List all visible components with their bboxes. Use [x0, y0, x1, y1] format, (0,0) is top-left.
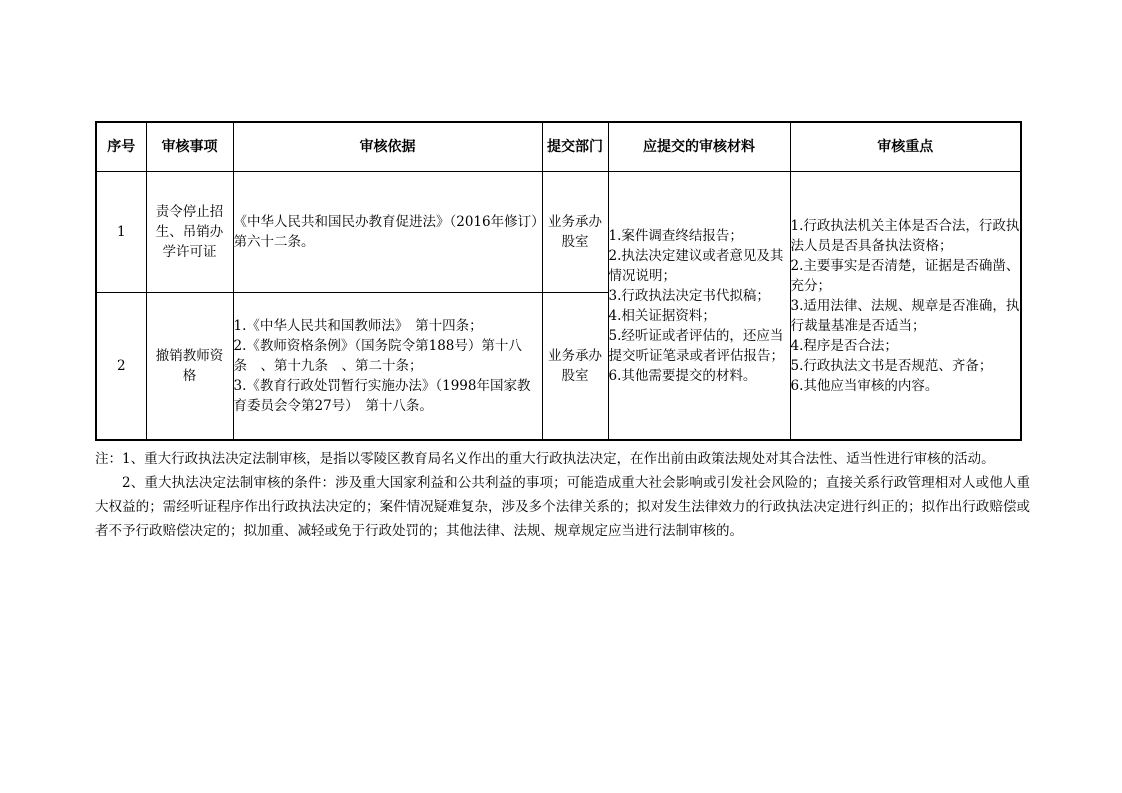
table-header-row [96, 122, 1021, 172]
materials-item: 1.案件调查终结报告； [608, 227, 743, 244]
materials-item: 6.其他需要提交的材料。 [608, 367, 757, 384]
header-focus: 审核重点 [790, 122, 1021, 172]
focus-item: 1.行政执法机关主体是否合法，行政执法人员是否具备执法资格； [790, 217, 1020, 254]
materials-item: 2.执法决定建议或者意见及其情况说明； [608, 247, 784, 284]
focus-item: 6.其他应当审核的内容。 [790, 377, 939, 394]
row-seq: 2 [96, 293, 146, 441]
materials-cell [608, 172, 790, 441]
row-basis [233, 172, 542, 293]
note-1: 注：1、重大行政执法决定法制审核，是指以零陵区教育局名义作出的重大行政执法决定，在作出前由政策法规处对其合法性、适当性进行审核的活动。 [95, 451, 995, 467]
table-row [96, 172, 1021, 293]
header-basis: 审核依据 [233, 122, 542, 172]
basis-line: 3.《教育行政处罚暂行实施办法》（1998年国家教育委员会令第27号） 第十八条。 [233, 378, 531, 414]
focus-cell [790, 172, 1021, 441]
row-seq: 1 [96, 172, 146, 293]
focus-item: 4.程序是否合法； [790, 337, 898, 354]
row-dept: 业务承办股室 [542, 172, 608, 293]
header-seq: 序号 [96, 122, 146, 172]
note-2: 2、重大执法决定法制审核的条件：涉及重大国家利益和公共利益的事项；可能造成重大社会影响或引发社会风险的；直接关系行政管理相对人或他人重大权益的；需经听证程序作出行政执法决定的；案件情况疑难复杂，涉及多个法律关系的；拟对发生法律效力的行政执法决定进行纠正的；拟作出行政赔偿或者不予行政赔偿决定的；拟加重、减轻或免于行政处罚的；其他法律、法规、规章规定应当进行法制审核的。 [95, 475, 1030, 539]
header-materials: 应提交的审核材料 [608, 122, 790, 172]
basis-line: 2.《教师资格条例》（国务院令第188号）第十八条 、第十九条 、第二十条； [233, 338, 522, 374]
header-item: 审核事项 [146, 122, 233, 172]
notes-section [95, 447, 1030, 543]
basis-line: 《中华人民共和国民办教育促进法》（2016年修订）第六十二条。 [233, 214, 538, 250]
header-dept: 提交部门 [542, 122, 608, 172]
row-basis [233, 293, 542, 441]
row-item: 撤销教师资格 [146, 293, 233, 441]
row-item: 责令停止招生、吊销办学许可证 [146, 172, 233, 293]
review-table [95, 121, 1022, 441]
basis-line: 1.《中华人民共和国教师法》 第十四条； [233, 318, 483, 334]
materials-item: 5.经听证或者评估的，还应当提交听证笔录或者评估报告； [608, 327, 784, 364]
materials-item: 3.行政执法决定书代拟稿； [608, 287, 770, 304]
row-dept: 业务承办股室 [542, 293, 608, 441]
focus-item: 3.适用法律、法规、规章是否准确，执行裁量基准是否适当； [790, 297, 1020, 334]
focus-item: 2.主要事实是否清楚，证据是否确凿、充分； [790, 257, 1020, 294]
materials-item: 4.相关证据资料； [608, 307, 716, 324]
focus-item: 5.行政执法文书是否规范、齐备； [790, 357, 993, 374]
